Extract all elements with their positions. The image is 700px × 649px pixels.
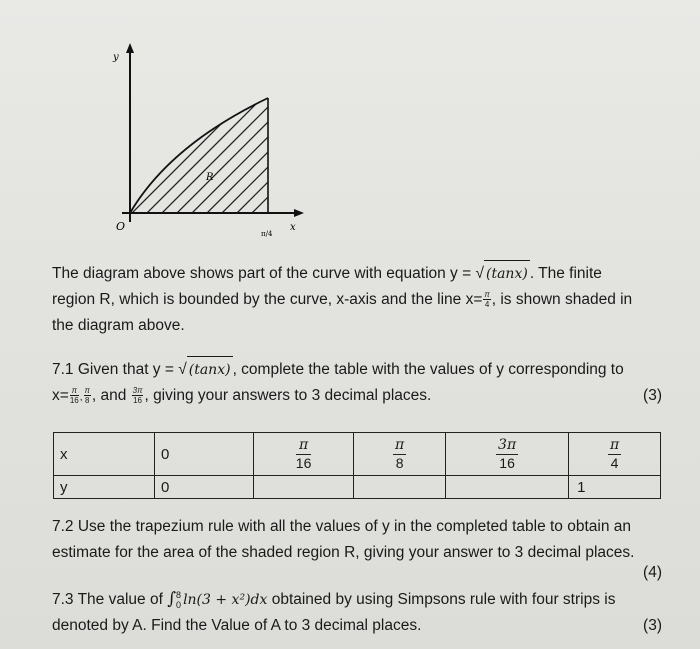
shaded-region: [100, 100, 320, 240]
x-cell-4: $\frac{\pi}{4}$: [569, 433, 661, 476]
y-cell-2[interactable]: [354, 476, 446, 499]
question-7-2: [52, 514, 662, 588]
table-row-y: [54, 476, 661, 499]
intro-line-3: the diagram above.: [52, 317, 185, 334]
q72-line-2: estimate for the area of the shaded region R, giving your answer to 3 decimal places.: [52, 544, 635, 561]
x-tick-label: π/4: [261, 230, 273, 238]
q71-marks: (3): [643, 387, 662, 404]
y-cell-1[interactable]: [254, 476, 354, 499]
fraction-pi-over-4: $\frac{\pi}{4}$: [484, 290, 490, 310]
q73-marks: (3): [643, 617, 662, 634]
row-label-y: y: [54, 476, 155, 499]
x-axis-label: x: [290, 222, 296, 233]
intro-paragraph: [52, 260, 662, 339]
y-axis-arrow-icon: [126, 43, 134, 53]
integral-sign: ∫: [167, 589, 177, 609]
q73-line-2: denoted by A. Find the Value of A to 3 decimal places. (3): [52, 613, 662, 639]
y-cell-4: 1: [569, 476, 661, 499]
q72-marks: (4): [643, 564, 662, 581]
x-cell-0: 0: [155, 433, 254, 476]
values-table: [53, 432, 661, 499]
question-7-1: [52, 356, 662, 411]
y-axis-label: y: [113, 52, 119, 63]
integrand: ln(3 + x²)dx: [183, 592, 268, 608]
intro-line-1: The diagram above shows part of the curve with equation y = √ (tanx) . The finite: [52, 260, 662, 287]
q73-line-1: 7.3 The value of ∫ 8 0 ln(3 + x²)dx obtained by using Simpsons rule with four strips is: [52, 589, 616, 610]
x-axis-arrow-icon: [294, 209, 304, 217]
q71-line-2: x= $\frac{\pi}{16}$ , $\frac{\pi}{8}$ , and $\frac{3\pi}{16}$ , giving your answers to 3 decimal places. (3): [52, 383, 662, 411]
q71-line-1: 7.1 Given that y = √ (tanx) , complete the table with the values of y corresponding to: [52, 356, 662, 383]
q72-line-1: 7.2 Use the trapezium rule with all the values of y in the completed table to obtain an: [52, 518, 632, 535]
table-row-x: [54, 433, 661, 476]
curve: [130, 98, 268, 213]
origin-label: O: [116, 220, 126, 233]
row-label-x: x: [54, 433, 155, 476]
x-cell-3: $\frac{3\pi}{16}$: [446, 433, 569, 476]
intro-line-2: region R, which is bounded by the curve, x-axis and the line x= $\frac{\pi}{4}$ , is shown shaded in: [52, 290, 633, 310]
x-cell-1: $\frac{\pi}{16}$: [254, 433, 354, 476]
curve-diagram: [100, 40, 320, 250]
question-7-3: [52, 586, 662, 639]
region-label: R: [206, 172, 214, 183]
y-cell-3[interactable]: [446, 476, 569, 499]
y-cell-0: 0: [155, 476, 254, 499]
x-cell-2: $\frac{\pi}{8}$: [354, 433, 446, 476]
sqrt-expression: √ (tanx): [475, 260, 529, 287]
